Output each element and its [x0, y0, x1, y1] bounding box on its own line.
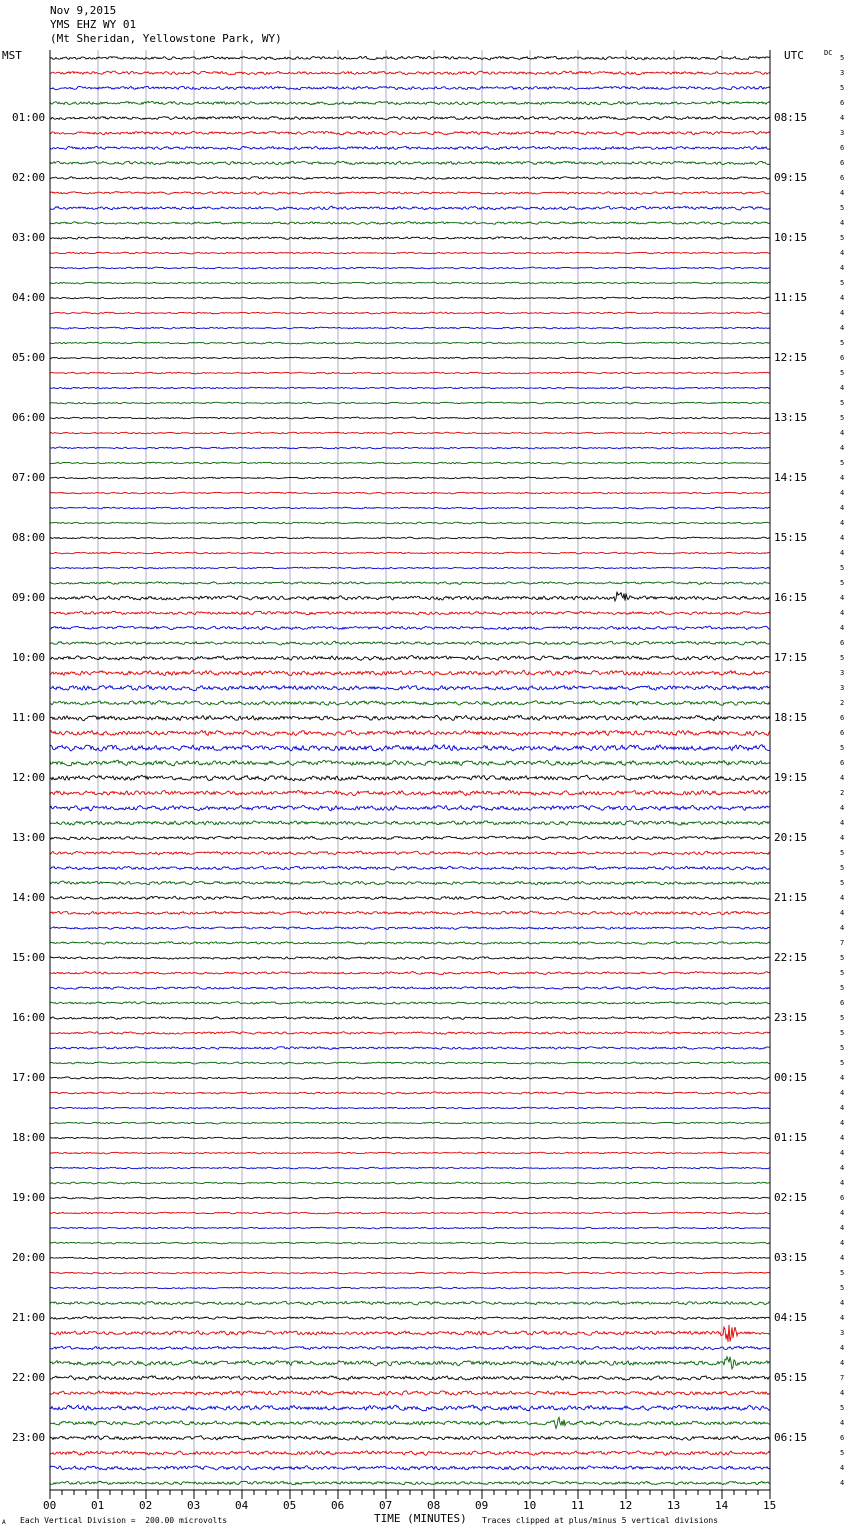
- hour-label-utc: 22:15: [774, 951, 808, 964]
- seismic-trace: [50, 670, 770, 675]
- hour-label-local: 06:00: [12, 411, 46, 424]
- dc-offset-value: 3: [840, 684, 845, 692]
- dc-offset-value: 5: [840, 339, 845, 347]
- dc-offset-value: 5: [840, 84, 845, 92]
- seismic-trace: [50, 1272, 770, 1274]
- dc-offset-value: 4: [840, 219, 845, 227]
- hour-label-utc: 08:15: [774, 111, 808, 124]
- dc-offset-value: 4: [840, 774, 845, 782]
- hour-label-local: 14:00: [12, 891, 46, 904]
- right-timezone-label: UTC: [784, 49, 804, 62]
- dc-offset-value: 4: [840, 114, 845, 122]
- seismic-trace: [50, 477, 770, 479]
- seismic-trace: [50, 626, 770, 630]
- x-tick-label: 05: [283, 1499, 297, 1512]
- station-code: YMS EHZ WY 01: [50, 18, 137, 31]
- seismic-trace: [50, 1062, 770, 1064]
- dc-offset-value: 4: [840, 489, 845, 497]
- seismic-trace: [50, 1122, 770, 1124]
- dc-offset-value: 5: [840, 204, 845, 212]
- dc-offset-value: 4: [840, 444, 845, 452]
- seismic-trace: [50, 927, 770, 930]
- dc-offset-value: 5: [840, 1059, 845, 1067]
- seismic-trace: [50, 972, 770, 975]
- seismic-trace: [50, 790, 770, 795]
- seismic-trace: [50, 507, 770, 509]
- hour-label-local: 18:00: [12, 1131, 46, 1144]
- dc-offset-value: 6: [840, 714, 845, 722]
- seismic-trace: [50, 987, 770, 990]
- seismic-trace: [50, 432, 770, 434]
- seismic-trace: [50, 282, 770, 284]
- seismic-trace: [50, 1167, 770, 1169]
- seismic-trace: [50, 805, 770, 810]
- dc-offset-value: 6: [840, 639, 845, 647]
- seismic-trace: [50, 942, 770, 945]
- dc-offset-value: 4: [840, 819, 845, 827]
- seismic-trace: [50, 1137, 770, 1139]
- seismic-trace: [50, 342, 770, 344]
- dc-offset-value: 4: [840, 1389, 845, 1397]
- seismic-trace: [50, 1152, 770, 1154]
- dc-offset-value: 4: [840, 294, 845, 302]
- dc-offset-value: 4: [840, 519, 845, 527]
- seismic-trace: [50, 1481, 770, 1485]
- seismic-trace: [50, 881, 770, 885]
- seismic-trace: [50, 567, 770, 569]
- dc-offset-value: 5: [840, 1029, 845, 1037]
- hour-label-utc: 14:15: [774, 471, 808, 484]
- seismic-trace: [50, 1017, 770, 1020]
- dc-offset-value: 5: [840, 969, 845, 977]
- seismic-trace: [50, 1376, 770, 1380]
- hour-label-local: 08:00: [12, 531, 46, 544]
- hour-label-utc: 01:15: [774, 1131, 808, 1144]
- hour-label-utc: 13:15: [774, 411, 808, 424]
- hour-label-utc: 06:15: [774, 1431, 808, 1444]
- dc-offset-value: 4: [840, 1179, 845, 1187]
- seismic-trace: [50, 1227, 770, 1229]
- seismic-trace: [50, 71, 770, 75]
- seismic-trace: [50, 821, 770, 825]
- dc-offset-value: 5: [840, 1449, 845, 1457]
- seismic-trace: [50, 836, 770, 840]
- dc-offset-value: 4: [840, 1299, 845, 1307]
- hour-label-utc: 04:15: [774, 1311, 808, 1324]
- hour-label-local: 17:00: [12, 1071, 46, 1084]
- hour-label-utc: 17:15: [774, 651, 808, 664]
- dc-offset-value: 4: [840, 549, 845, 557]
- seismic-trace: [50, 656, 770, 661]
- dc-offset-value: 4: [840, 1164, 845, 1172]
- dc-offset-value: 5: [840, 864, 845, 872]
- dc-offset-value: 5: [840, 279, 845, 287]
- x-tick-label: 15: [763, 1499, 777, 1512]
- dc-offset-value: 3: [840, 129, 845, 137]
- hour-label-local: 20:00: [12, 1251, 46, 1264]
- dc-offset-value: 4: [840, 894, 845, 902]
- seismic-trace: [50, 252, 770, 254]
- seismic-trace: [50, 537, 770, 539]
- dc-offset-value: 5: [840, 579, 845, 587]
- dc-offset-value: 4: [840, 504, 845, 512]
- x-axis-label: TIME (MINUTES): [374, 1512, 467, 1525]
- dc-offset-value: 6: [840, 729, 845, 737]
- x-tick-label: 06: [331, 1499, 345, 1512]
- seismic-trace: [50, 851, 770, 855]
- x-tick-label: 01: [91, 1499, 105, 1512]
- seismic-trace: [50, 387, 770, 389]
- seismic-trace: [50, 1301, 770, 1305]
- seismic-trace: [50, 1257, 770, 1259]
- hour-label-local: 16:00: [12, 1011, 46, 1024]
- seismic-trace: [50, 86, 770, 89]
- seismic-trace: [50, 1032, 770, 1035]
- dc-offset-value: 3: [840, 669, 845, 677]
- hour-label-utc: 05:15: [774, 1371, 808, 1384]
- seismic-trace: [50, 522, 770, 524]
- dc-offset-value: 4: [840, 429, 845, 437]
- seismic-trace: [50, 1325, 770, 1342]
- dc-offset-value: 5: [840, 459, 845, 467]
- hour-label-utc: 16:15: [774, 591, 808, 604]
- seismic-trace: [50, 1212, 770, 1214]
- dc-offset-value: 4: [840, 909, 845, 917]
- seismic-trace: [50, 715, 770, 720]
- x-tick-label: 11: [571, 1499, 585, 1512]
- hour-label-utc: 20:15: [774, 831, 808, 844]
- dc-offset-value: 6: [840, 99, 845, 107]
- dc-offset-value: 4: [840, 249, 845, 257]
- left-timezone-label: MST: [2, 49, 22, 62]
- seismic-trace: [50, 206, 770, 210]
- seismic-trace: [50, 775, 770, 781]
- hour-label-local: 05:00: [12, 351, 46, 364]
- dc-offset-value: 4: [840, 1104, 845, 1112]
- hour-label-local: 15:00: [12, 951, 46, 964]
- dc-offset-value: 4: [840, 1209, 845, 1217]
- seismic-trace: [50, 1405, 770, 1411]
- seismic-trace: [50, 267, 770, 269]
- hour-label-local: 02:00: [12, 171, 46, 184]
- scale-mark: A: [2, 1519, 6, 1526]
- seismic-trace: [50, 1466, 770, 1470]
- dc-offset-value: 4: [840, 384, 845, 392]
- hour-label-local: 21:00: [12, 1311, 46, 1324]
- dc-offset-value: 4: [840, 309, 845, 317]
- seismic-trace: [50, 592, 770, 601]
- dc-offset-value: 7: [840, 939, 845, 947]
- dc-offset-value: 4: [840, 1314, 845, 1322]
- dc-offset-value: 4: [840, 804, 845, 812]
- dc-offset-header: DC: [824, 49, 833, 57]
- dc-offset-value: 4: [840, 1089, 845, 1097]
- dc-offset-value: 4: [840, 834, 845, 842]
- seismic-trace: [50, 1197, 770, 1199]
- hour-label-local: 23:00: [12, 1431, 46, 1444]
- hour-label-utc: 21:15: [774, 891, 808, 904]
- dc-offset-value: 4: [840, 609, 845, 617]
- seismic-trace: [50, 641, 770, 645]
- seismic-trace: [50, 1047, 770, 1050]
- dc-offset-value: 4: [840, 474, 845, 482]
- seismic-trace: [50, 177, 770, 180]
- hour-label-local: 12:00: [12, 771, 46, 784]
- dc-offset-value: 4: [840, 1134, 845, 1142]
- dc-offset-value: 6: [840, 1194, 845, 1202]
- hour-label-local: 09:00: [12, 591, 46, 604]
- x-tick-label: 12: [619, 1499, 633, 1512]
- hour-label-local: 03:00: [12, 231, 46, 244]
- dc-offset-value: 4: [840, 1464, 845, 1472]
- seismic-trace: [50, 462, 770, 464]
- x-tick-label: 13: [667, 1499, 681, 1512]
- dc-offset-value: 6: [840, 999, 845, 1007]
- seismic-trace: [50, 896, 770, 900]
- hour-label-utc: 18:15: [774, 711, 808, 724]
- dc-offset-value: 6: [840, 759, 845, 767]
- dc-offset-value: 6: [840, 174, 845, 182]
- x-tick-label: 03: [187, 1499, 201, 1512]
- seismic-trace: [50, 161, 770, 164]
- seismic-trace: [50, 56, 770, 60]
- dc-offset-value: 4: [840, 534, 845, 542]
- seismic-trace: [50, 1242, 770, 1244]
- x-tick-label: 00: [43, 1499, 57, 1512]
- seismic-trace: [50, 685, 770, 690]
- dc-offset-value: 5: [840, 234, 845, 242]
- seismic-trace: [50, 312, 770, 314]
- seismic-trace: [50, 417, 770, 419]
- dc-offset-value: 6: [840, 159, 845, 167]
- hour-label-local: 04:00: [12, 291, 46, 304]
- x-tick-label: 02: [139, 1499, 153, 1512]
- dc-offset-value: 4: [840, 1224, 845, 1232]
- hour-label-utc: 15:15: [774, 531, 808, 544]
- x-tick-label: 10: [523, 1499, 537, 1512]
- station-location: (Mt Sheridan, Yellowstone Park, WY): [50, 32, 282, 45]
- dc-offset-value: 4: [840, 1074, 845, 1082]
- dc-offset-value: 4: [840, 264, 845, 272]
- dc-offset-value: 5: [840, 399, 845, 407]
- seismic-trace: [50, 237, 770, 240]
- hour-label-utc: 10:15: [774, 231, 808, 244]
- dc-offset-value: 5: [840, 879, 845, 887]
- x-tick-label: 14: [715, 1499, 729, 1512]
- seismic-trace: [50, 116, 770, 120]
- seismic-trace: [50, 552, 770, 554]
- hour-label-local: 11:00: [12, 711, 46, 724]
- seismic-trace: [50, 1092, 770, 1094]
- dc-offset-value: 4: [840, 1239, 845, 1247]
- hour-label-local: 07:00: [12, 471, 46, 484]
- dc-offset-value: 4: [840, 1344, 845, 1352]
- seismic-trace: [50, 760, 770, 766]
- seismic-trace: [50, 866, 770, 870]
- dc-offset-value: 5: [840, 1404, 845, 1412]
- hour-label-local: 22:00: [12, 1371, 46, 1384]
- hour-label-local: 10:00: [12, 651, 46, 664]
- seismic-trace: [50, 327, 770, 329]
- dc-offset-value: 5: [840, 369, 845, 377]
- seismic-trace: [50, 957, 770, 960]
- plot-date: Nov 9,2015: [50, 4, 117, 17]
- dc-offset-value: 7: [840, 1374, 845, 1382]
- x-tick-label: 04: [235, 1499, 249, 1512]
- hour-label-local: 13:00: [12, 831, 46, 844]
- seismic-trace: [50, 146, 770, 149]
- dc-offset-value: 4: [840, 594, 845, 602]
- seismic-trace: [50, 222, 770, 225]
- x-tick-label: 08: [427, 1499, 441, 1512]
- seismic-trace: [50, 911, 770, 915]
- dc-offset-value: 5: [840, 849, 845, 857]
- dc-offset-value: 2: [840, 699, 845, 707]
- dc-offset-value: 4: [840, 924, 845, 932]
- hour-label-utc: 00:15: [774, 1071, 808, 1084]
- dc-offset-value: 6: [840, 144, 845, 152]
- dc-offset-value: 5: [840, 564, 845, 572]
- dc-offset-value: 5: [840, 414, 845, 422]
- dc-offset-value: 4: [840, 1479, 845, 1487]
- seismic-trace: [50, 101, 770, 105]
- dc-offset-value: 4: [840, 1119, 845, 1127]
- seismic-trace: [50, 1107, 770, 1109]
- hour-label-local: 19:00: [12, 1191, 46, 1204]
- hour-label-utc: 23:15: [774, 1011, 808, 1024]
- seismic-trace: [50, 1317, 770, 1320]
- seismic-trace: [50, 1417, 770, 1428]
- seismic-trace: [50, 1002, 770, 1005]
- seismic-trace: [50, 357, 770, 359]
- seismic-trace: [50, 1391, 770, 1395]
- seismic-trace: [50, 131, 770, 135]
- seismic-trace: [50, 447, 770, 449]
- dc-offset-value: 6: [840, 1434, 845, 1442]
- hour-label-utc: 09:15: [774, 171, 808, 184]
- hour-label-utc: 19:15: [774, 771, 808, 784]
- seismic-trace: [50, 192, 770, 195]
- seismic-trace: [50, 731, 770, 736]
- seismic-trace: [50, 582, 770, 585]
- seismic-trace: [50, 1077, 770, 1079]
- seismic-trace: [50, 1346, 770, 1350]
- dc-offset-value: 6: [840, 354, 845, 362]
- dc-offset-value: 5: [840, 984, 845, 992]
- dc-offset-value: 2: [840, 789, 845, 797]
- hour-label-utc: 11:15: [774, 291, 808, 304]
- dc-offset-value: 5: [840, 1014, 845, 1022]
- seismic-trace: [50, 611, 770, 615]
- dc-offset-value: 5: [840, 54, 845, 62]
- dc-offset-value: 4: [840, 624, 845, 632]
- dc-offset-value: 5: [840, 744, 845, 752]
- dc-offset-value: 3: [840, 69, 845, 77]
- dc-offset-value: 4: [840, 1149, 845, 1157]
- dc-offset-value: 3: [840, 1329, 845, 1337]
- dc-offset-value: 5: [840, 954, 845, 962]
- seismic-trace: [50, 492, 770, 494]
- clip-note: Traces clipped at plus/minus 5 vertical divisions: [482, 1516, 719, 1525]
- hour-label-utc: 02:15: [774, 1191, 808, 1204]
- hour-label-local: 01:00: [12, 111, 46, 124]
- seismic-trace: [50, 1287, 770, 1289]
- hour-label-utc: 03:15: [774, 1251, 808, 1264]
- seismic-trace: [50, 297, 770, 299]
- seismic-trace: [50, 745, 770, 752]
- dc-offset-value: 4: [840, 1359, 845, 1367]
- seismic-trace: [50, 1451, 770, 1456]
- dc-offset-value: 5: [840, 1269, 845, 1277]
- x-tick-label: 07: [379, 1499, 393, 1512]
- seismic-trace: [50, 1357, 770, 1369]
- dc-offset-value: 4: [840, 1254, 845, 1262]
- dc-offset-value: 4: [840, 189, 845, 197]
- dc-offset-value: 5: [840, 1044, 845, 1052]
- dc-offset-value: 5: [840, 654, 845, 662]
- seismic-trace: [50, 701, 770, 706]
- seismic-trace: [50, 1436, 770, 1441]
- seismic-trace: [50, 372, 770, 374]
- dc-offset-value: 4: [840, 324, 845, 332]
- scale-note: Each Vertical Division = 200.00 microvolts: [20, 1516, 228, 1525]
- x-tick-label: 09: [475, 1499, 489, 1512]
- hour-label-utc: 12:15: [774, 351, 808, 364]
- seismic-trace: [50, 402, 770, 404]
- seismic-trace: [50, 1182, 770, 1184]
- dc-offset-value: 4: [840, 1419, 845, 1427]
- dc-offset-value: 5: [840, 1284, 845, 1292]
